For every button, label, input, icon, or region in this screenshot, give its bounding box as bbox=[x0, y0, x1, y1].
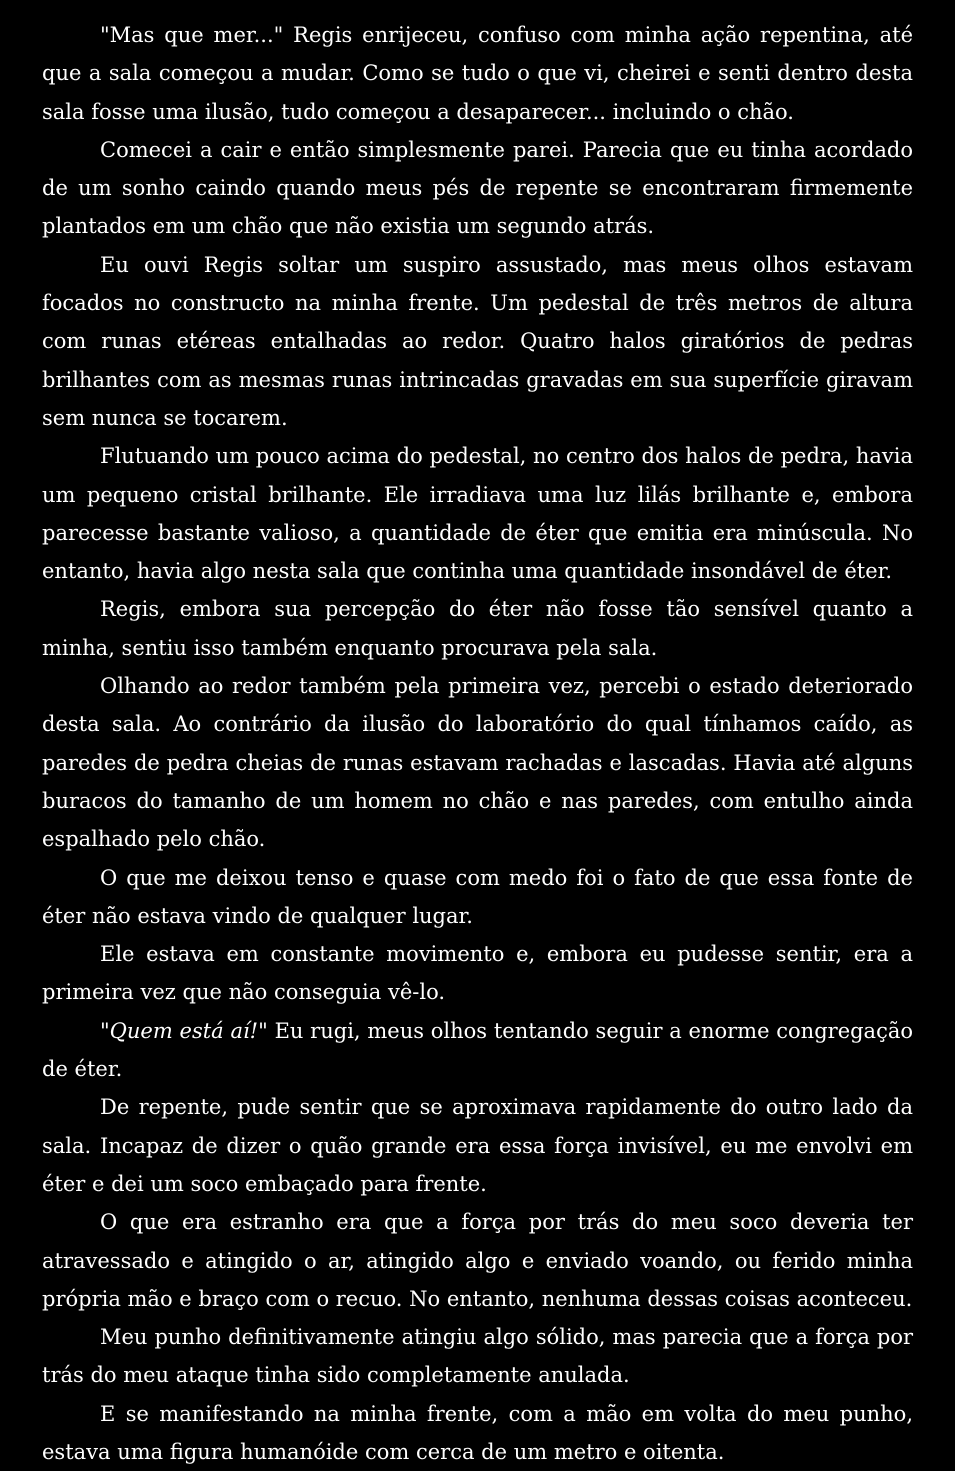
paragraph-4: Flutuando um pouco acima do pedestal, no centro dos halos de pedra, havia um pequeno cristal brilhante. Ele irradiava uma luz lilás brilhante e, embora parecesse bastante valioso, a quantidade de éter que emitia era minúscula. No entanto, havia algo nesta sala que continha uma quantidade insondável de éter. bbox=[42, 444, 913, 584]
paragraph-9 bbox=[42, 1012, 913, 1089]
paragraph-13: E se manifestando na minha frente, com a mão em volta do meu punho, estava uma figura humanóide com cerca de um metro e oitenta. bbox=[42, 1401, 913, 1464]
paragraph-8: Ele estava em constante movimento e, embora eu pudesse sentir, era a primeira vez que não conseguia vê-lo. bbox=[42, 942, 913, 1005]
paragraph-2: Comecei a cair e então simplesmente parei. Parecia que eu tinha acordado de um sonho caindo quando meus pés de repente se encontraram firmemente plantados em um chão que não existia um segundo atrás. bbox=[42, 137, 913, 239]
paragraph-9-italic-shout: Quem está aí! bbox=[109, 1018, 259, 1043]
paragraph-9-rest: " Eu rugi, meus olhos tentando seguir a enorme congregação de éter. bbox=[42, 1018, 914, 1082]
paragraph-9-open-quote: " bbox=[100, 1018, 110, 1043]
paragraph-11: O que era estranho era que a força por trás do meu soco deveria ter atravessado e atingido o ar, atingido algo e enviado voando, ou ferido minha própria mão e braço com o recuo. No entanto, nenhuma dessas coisas aconteceu. bbox=[42, 1210, 913, 1311]
paragraph-12: Meu punho definitivamente atingiu algo sólido, mas parecia que a força por trás do meu ataque tinha sido completamente anulada. bbox=[42, 1325, 913, 1388]
paragraph-6: Olhando ao redor também pela primeira vez, percebi o estado deteriorado desta sala. Ao contrário da ilusão do laboratório do qual tínhamos caído, as paredes de pedra cheias de runas estavam rachadas e lascadas. Havia até alguns buracos do tamanho de um homem no chão e nas paredes, com entulho ainda espalhado pelo chão. bbox=[42, 674, 913, 852]
paragraph-3: Eu ouvi Regis soltar um suspiro assustado, mas meus olhos estavam focados no constructo na minha frente. Um pedestal de três metros de altura com runas etéreas entalhadas ao redor. Quatro halos giratórios de pedras brilhantes com as mesmas runas intrincadas gravadas em sua superfície giravam sem nunca se tocarem. bbox=[42, 252, 913, 430]
paragraph-10: De repente, pude sentir que se aproximava rapidamente do outro lado da sala. Incapaz de dizer o quão grande era essa força invisível, eu me envolvi em éter e dei um soco embaçado para frente. bbox=[42, 1095, 913, 1196]
paragraph-5: Regis, embora sua percepção do éter não fosse tão sensível quanto a minha, sentiu isso também enquanto procurava pela sala. bbox=[42, 597, 913, 660]
paragraph-7: O que me deixou tenso e quase com medo foi o fato de que essa fonte de éter não estava vindo de qualquer lugar. bbox=[42, 865, 913, 928]
paragraph-1: "Mas que mer..." Regis enrijeceu, confuso com minha ação repentina, até que a sala começou a mudar. Como se tudo o que vi, cheirei e senti dentro desta sala fosse uma ilusão, tudo começou a desaparecer... incluindo o chão. bbox=[42, 23, 913, 124]
